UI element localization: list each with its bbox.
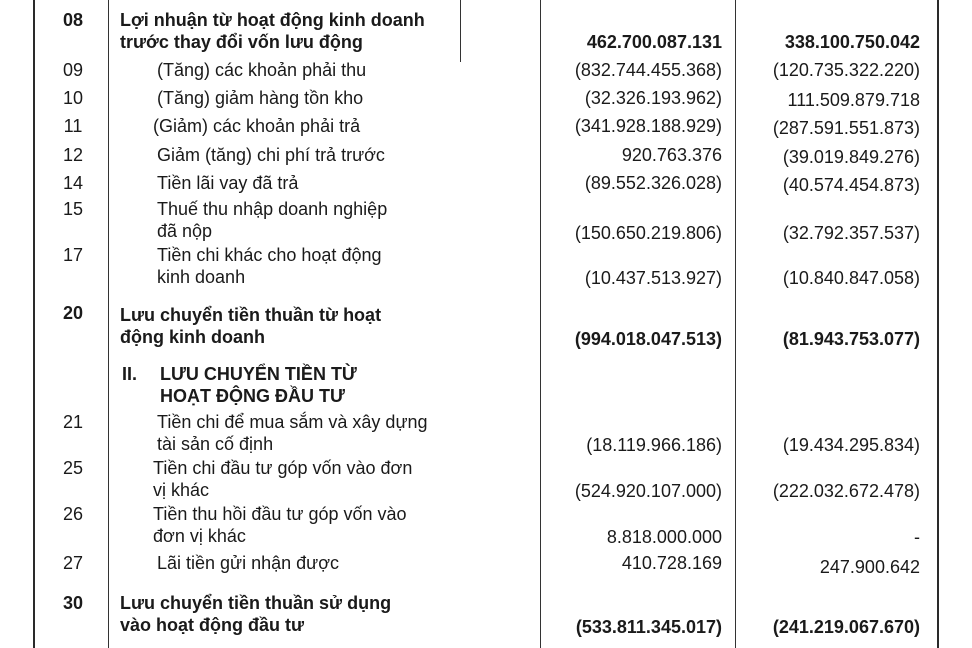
row-label: vào hoạt động đầu tư <box>120 615 305 635</box>
row-label: Lưu chuyển tiền thuần sử dụng <box>120 593 392 613</box>
row-label: Lưu chuyển tiền thuần từ hoạt <box>120 305 382 325</box>
row-label: Thuế thu nhập doanh nghiệp <box>157 199 388 219</box>
value-prior-year: (81.943.753.077) <box>782 329 920 349</box>
value-prior-year: - <box>914 527 920 547</box>
value-prior-year: (32.792.357.537) <box>782 223 920 243</box>
row-code: 25 <box>62 458 84 478</box>
row-code: 10 <box>62 88 84 108</box>
value-prior-year: (19.434.295.834) <box>782 435 920 455</box>
row-code: 14 <box>62 173 84 193</box>
value-prior-year: 338.100.750.042 <box>784 32 920 52</box>
row-code: 20 <box>62 303 84 323</box>
section-title: LƯU CHUYỂN TIỀN TỪ <box>160 364 357 384</box>
row-code: 30 <box>62 593 84 613</box>
row-label: Tiền chi khác cho hoạt động <box>157 245 382 265</box>
value-current-year: 462.700.087.131 <box>586 32 722 52</box>
value-current-year: (18.119.966.186) <box>586 435 722 455</box>
column-divider-code <box>108 0 109 648</box>
row-label: (Giảm) các khoản phải trả <box>153 116 361 136</box>
row-label: tài sản cố định <box>157 434 274 454</box>
row-code: 27 <box>62 553 84 573</box>
row-code: 11 <box>63 116 83 136</box>
row-label: Giảm (tăng) chi phí trả trước <box>157 145 385 165</box>
column-divider-current <box>540 0 541 648</box>
section-title: HOẠT ĐỘNG ĐẦU TƯ <box>160 386 345 406</box>
row-code: 08 <box>62 10 84 30</box>
value-current-year: 8.818.000.000 <box>606 527 722 547</box>
column-divider-note <box>460 0 461 62</box>
row-code: 17 <box>62 245 84 265</box>
value-current-year: 410.728.169 <box>621 553 722 573</box>
row-label: (Tăng) các khoản phải thu <box>157 60 367 80</box>
value-prior-year: (10.840.847.058) <box>782 268 920 288</box>
value-prior-year: (241.219.067.670) <box>772 617 920 637</box>
row-code: 09 <box>62 60 84 80</box>
row-label: động kinh doanh <box>120 327 265 347</box>
value-current-year: (32.326.193.962) <box>584 88 722 108</box>
row-code: 21 <box>62 412 84 432</box>
row-code: 26 <box>62 504 84 524</box>
row-label: Tiền chi để mua sắm và xây dựng <box>157 412 428 432</box>
row-label: Lợi nhuận từ hoạt động kinh doanh <box>120 10 425 30</box>
value-current-year: (533.811.345.017) <box>575 617 722 637</box>
row-label: vị khác <box>153 480 210 500</box>
value-current-year: (89.552.326.028) <box>584 173 722 193</box>
value-current-year: (10.437.513.927) <box>584 268 722 288</box>
row-code: 12 <box>62 145 84 165</box>
row-label: Tiền lãi vay đã trả <box>157 173 299 193</box>
value-prior-year: (40.574.454.873) <box>782 175 920 195</box>
value-prior-year: (287.591.551.873) <box>772 118 920 138</box>
row-label: Tiền thu hồi đầu tư góp vốn vào <box>153 504 407 524</box>
table-border-right <box>937 0 939 648</box>
row-label: trước thay đổi vốn lưu động <box>120 32 363 52</box>
row-label: Lãi tiền gửi nhận được <box>157 553 340 573</box>
row-label: (Tăng) giảm hàng tồn kho <box>157 88 364 108</box>
value-current-year: (994.018.047.513) <box>574 329 722 349</box>
value-current-year: (832.744.455.368) <box>574 60 722 80</box>
row-label: Tiền chi đầu tư góp vốn vào đơn <box>153 458 413 478</box>
row-label: đơn vị khác <box>153 526 246 546</box>
value-current-year: 920.763.376 <box>621 145 722 165</box>
value-prior-year: 111.509.879.718 <box>787 90 920 110</box>
value-current-year: (524.920.107.000) <box>574 481 722 501</box>
row-label: đã nộp <box>157 221 213 241</box>
value-current-year: (341.928.188.929) <box>574 116 722 136</box>
table-border-left <box>33 0 35 648</box>
column-divider-prior <box>735 0 736 648</box>
row-label: kinh doanh <box>157 267 246 287</box>
value-prior-year: (222.032.672.478) <box>772 481 920 501</box>
section-number: II. <box>122 364 138 384</box>
value-current-year: (150.650.219.806) <box>574 223 722 243</box>
value-prior-year: 247.900.642 <box>819 557 920 577</box>
value-prior-year: (120.735.322.220) <box>772 60 920 80</box>
row-code: 15 <box>62 199 84 219</box>
value-prior-year: (39.019.849.276) <box>782 147 920 167</box>
